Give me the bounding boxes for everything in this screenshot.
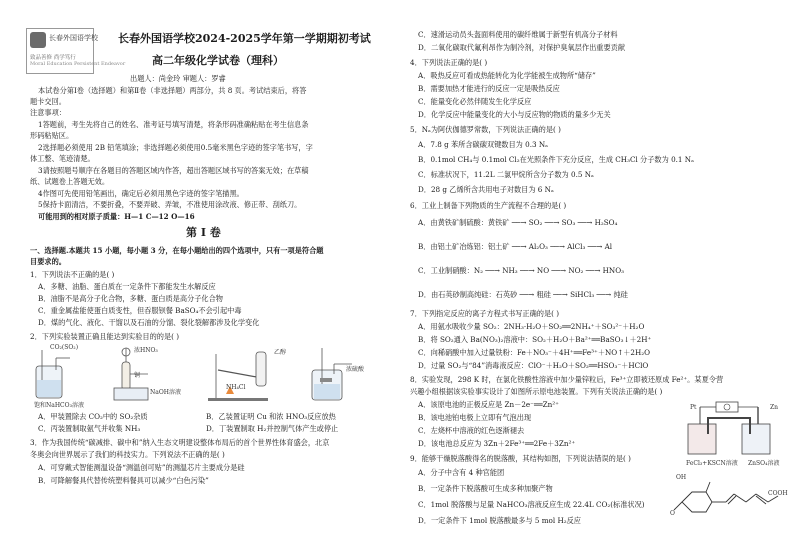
q8-option-a: A．该原电池的正极反应是 Zn－2e⁻══Zn²⁺: [418, 400, 559, 409]
apparatus-bing: [208, 352, 268, 401]
q2-apparatus-figure: [30, 344, 370, 406]
q2-fig-label: NaOH溶液: [150, 389, 181, 396]
q1-option-b: B．油脂不是高分子化合物，多糖、蛋白质是高分子化合物: [38, 294, 223, 303]
q7-stem: 7．下列指定反应的离子方程式书写正确的是( ): [410, 309, 560, 318]
q3-option-c: C．速滑运动员头盔面料使用的碳纤维属于新型有机高分子材料: [418, 30, 618, 39]
q1-option-a: A．多糖、油脂、蛋白质在一定条件下都能发生水解反应: [38, 282, 216, 291]
q9-structure-figure: [672, 472, 790, 522]
intro-line: 题卡交回。: [30, 97, 66, 106]
q3-option-d: D．二氧化碳取代氟利昂作为制冷剂，对保护臭氧层作出重要贡献: [418, 43, 626, 52]
intro-line: 2选择题必须使用 2B 铅笔填涂；非选择题必须使用0.5毫米黑色字迹的签字笔书写，字: [38, 143, 313, 152]
q3-stem: 冬奥会向世界展示了我们的科技实力。下列说法不正确的是( ): [30, 450, 225, 459]
q2-fig-label: 饱和NaHCO₃溶液: [34, 402, 84, 409]
q6-option-b: B．由铝土矿冶炼铝：铝土矿 ──→ Al₂O₃ ──→ AlCl₃ ──→ Al: [418, 242, 613, 251]
q2-option-c: C．丙装置制取氨气并收集 NH₃: [38, 424, 141, 433]
intro-line: 3请按照题号顺序在各题目的答题区域内作答，超出答题区域书写的答案无效；在草稿: [38, 166, 309, 175]
q2-fig-label: 铜: [134, 372, 141, 379]
q8-stem: 8．实验发现，298 K 时，在氯化铁酸性溶液中加少量锌粒后，Fe³⁺立即被还原成 Fe²⁺。某夏令营: [410, 375, 724, 384]
q9-fig-label: OH: [676, 474, 687, 481]
q8-option-d: D．该电池总反应为 3Zn＋2Fe³⁺══2Fe＋3Zn²⁺: [418, 439, 576, 448]
q5-option-a: A．7.8 g 苯所含碳碳双键数目为 0.3 Nₐ: [418, 140, 548, 149]
q9-option-a: A．分子中含有 4 种官能团: [418, 468, 505, 477]
q8-option-b: B．该电池铂电极上立即有气泡出现: [418, 413, 532, 422]
q8-fig-label: Zn: [770, 404, 779, 411]
q8-stem: 兴趣小组根据该实验事实设计了如图所示原电池装置。下列有关说法正确的是( ): [410, 387, 663, 396]
q4-option-b: B．需要加热才能进行的反应一定是吸热反应: [418, 84, 560, 93]
apparatus-ding: [312, 348, 352, 400]
q8-option-c: C．左烧杯中溶液的红色逐渐褪去: [418, 426, 525, 435]
q3-stem: 3．作为我国传统“碳减排、碳中和”纳入生态文明建设整体布局后的首个世界性体育盛会，北京: [30, 438, 330, 447]
subject-title: 高二年级化学试卷（理科）: [152, 54, 284, 67]
exam-title: 长春外国语学校2024-2025学年第一学期期初考试: [118, 32, 371, 45]
q9-option-c: C．1mol 脱落酸与足量 NaHCO₃溶液反应生成 22.4L CO₂(标准状况): [418, 500, 645, 509]
q2-option-d: D．丁装置制取 H₂并控制气体产生或停止: [206, 424, 339, 433]
q7-option-d: D．过量 SO₂与“84”消毒液反应：ClO⁻＋H₂O＋SO₂══HSO₃⁻＋HClO: [418, 361, 649, 370]
q2-option-b: B．乙装置证明 Cu 和浓 HNO₃反应放热: [206, 412, 336, 421]
q3-option-a: A．可穿戴式智能测温设备“测温创可贴”的测温芯片主要成分是硅: [38, 463, 245, 472]
logo-motto: 致品善修 尚学笃行: [30, 55, 76, 61]
q5-option-d: D．28 g 乙烯所含共用电子对数目为 6 Nₐ: [418, 185, 554, 194]
q8-fig-label: Pt: [690, 404, 697, 411]
school-logo: [26, 28, 126, 74]
q2-option-a: A．甲装置除去 CO₂中的 SO₂杂质: [38, 412, 148, 421]
logo-text: 长春外国语学校: [49, 34, 98, 42]
q5-option-c: C．标准状况下，11.2L 二氯甲烷所含分子数为 0.5 Nₐ: [418, 170, 594, 179]
intro-line: 4作图可先使用铅笔画出，确定后必须用黑色字迹的签字笔描黑。: [38, 189, 244, 198]
q2-stem: 2．下列实验装置正确且能达到实验目的的是( ): [30, 332, 180, 341]
q1-option-c: C．重金属盐能使蛋白质变性，但吞服钡餐 BaSO₄不会引起中毒: [38, 306, 242, 315]
q5-stem: 5．Nₐ为阿伏伽德罗常数，下列说法正确的是( ): [410, 125, 561, 134]
apparatus-yi: [114, 348, 148, 400]
q8-galvanic-cell-figure: [686, 400, 778, 458]
intro-line: 体工整、笔迹清楚。: [30, 154, 95, 163]
q6-option-d: D．由石英砂制高纯硅：石英砂 ──→ 粗硅 ──→ SiHCl₃ ──→ 纯硅: [418, 290, 628, 299]
q7-option-a: A．用氨水吸收少量 SO₂：2NH₃·H₂O＋SO₂══2NH₄⁺＋SO₃²⁻＋H₂O: [418, 322, 645, 331]
atomic-mass-line: 可能用到的相对原子质量：H—1 C—12 O—16: [38, 212, 195, 221]
q7-option-b: B．将 SO₂通入 Ba(NO₃)₂溶液中：SO₂＋H₂O＋Ba²⁺══BaSO₃↓＋2H⁺: [418, 335, 652, 344]
section1-intro: 目要求的。: [30, 257, 66, 266]
intro-line: 1答题前，考生先将自己的姓名、准考证号填写清楚，将条形码准确粘贴在考生信息条: [38, 120, 309, 129]
q9-option-d: D．一定条件下 1mol 脱落酸最多与 5 mol H₂反应: [418, 516, 581, 525]
q9-fig-label: COOH: [768, 490, 788, 497]
intro-line: 注意事项：: [30, 108, 66, 117]
q1-stem: 1．下列说法不正确的是( ): [30, 270, 115, 279]
q8-fig-label: ZnSO₄溶液: [748, 460, 780, 467]
section1-title: 第 Ⅰ 卷: [186, 226, 221, 239]
intro-line: 5保持卡面清洁，不要折叠，不要弄破、弄皱，不准使用涂改液、修正带、刮纸刀。: [38, 200, 302, 209]
q2-fig-label: 浓HNO₃: [134, 347, 158, 354]
q7-option-c: C．向稀硝酸中加入过量铁粉：Fe＋NO₃⁻＋4H⁺══Fe³⁺＋NO↑＋2H₂O: [418, 348, 651, 357]
intro-line: 形码粘贴区。: [30, 131, 74, 140]
logo-motto-en: Moral Education Persistent Endeavor: [30, 61, 126, 67]
q9-option-b: B．一定条件下脱落酸可生成多种加聚产物: [418, 484, 553, 493]
q9-fig-label: O: [670, 510, 675, 517]
intro-line: 纸、试题卷上答题无效。: [30, 177, 110, 186]
q4-option-a: A．吸热反应可看成热能转化为化学能被生成物所“储存”: [418, 71, 596, 80]
q1-option-d: D．煤的气化、液化、干馏以及石油的分馏、裂化裂解都涉及化学变化: [38, 318, 260, 327]
q3-option-b: B．可降解餐具代替传统塑料餐具可以减少“白色污染”: [38, 476, 209, 485]
q2-fig-label: CO₂(SO₂): [50, 344, 79, 351]
q8-fig-label: FeCl₃+KSCN溶液: [686, 460, 738, 467]
q4-option-d: D．化学反应中能量变化的大小与反应物的物质的量多少无关: [418, 110, 611, 119]
q5-option-b: B．0.1mol CH₄与 0.1mol Cl₂在光照条件下充分反应，生成 CH₃Cl 分子数为 0.1 Nₐ: [418, 155, 694, 164]
section1-intro: 一、选择题.本题共 15 小题，每小题 3 分，在每小题给出的四个选项中，只有一项是符合题: [30, 246, 324, 255]
q6-option-c: C．工业制硝酸：N₂ ──→ NH₃ ──→ NO ──→ NO₂ ──→ HNO₃: [418, 266, 624, 275]
apparatus-jia: [36, 350, 70, 398]
q2-fig-label: NH₄Cl: [226, 384, 246, 391]
q4-stem: 4．下列说法正确的是( ): [410, 58, 488, 67]
authors-line: 出题人：尚金玲 审题人：罗睿: [130, 74, 226, 83]
q4-option-c: C．能量变化必然伴随发生化学反应: [418, 97, 532, 106]
school-seal-icon: [30, 32, 46, 48]
q9-stem: 9．能够干燥脱落酸得名的脱落酸，其结构如图，下列说法错误的是( ): [410, 454, 631, 463]
intro-line: 本试卷分第Ⅰ卷（选择题）和第Ⅱ卷（非选择题）两部分，共 8 页。考试结束后，将答: [38, 86, 307, 95]
q6-stem: 6．工业上制备下列物质的生产流程不合理的是( ): [410, 201, 567, 210]
q6-option-a: A．由黄铁矿制硫酸：黄铁矿 ──→ SO₂ ──→ SO₃ ──→ H₂SO₄: [418, 218, 618, 227]
q2-fig-label: 浓硫酸: [346, 366, 365, 373]
q2-fig-label: 乙醇: [274, 349, 287, 356]
